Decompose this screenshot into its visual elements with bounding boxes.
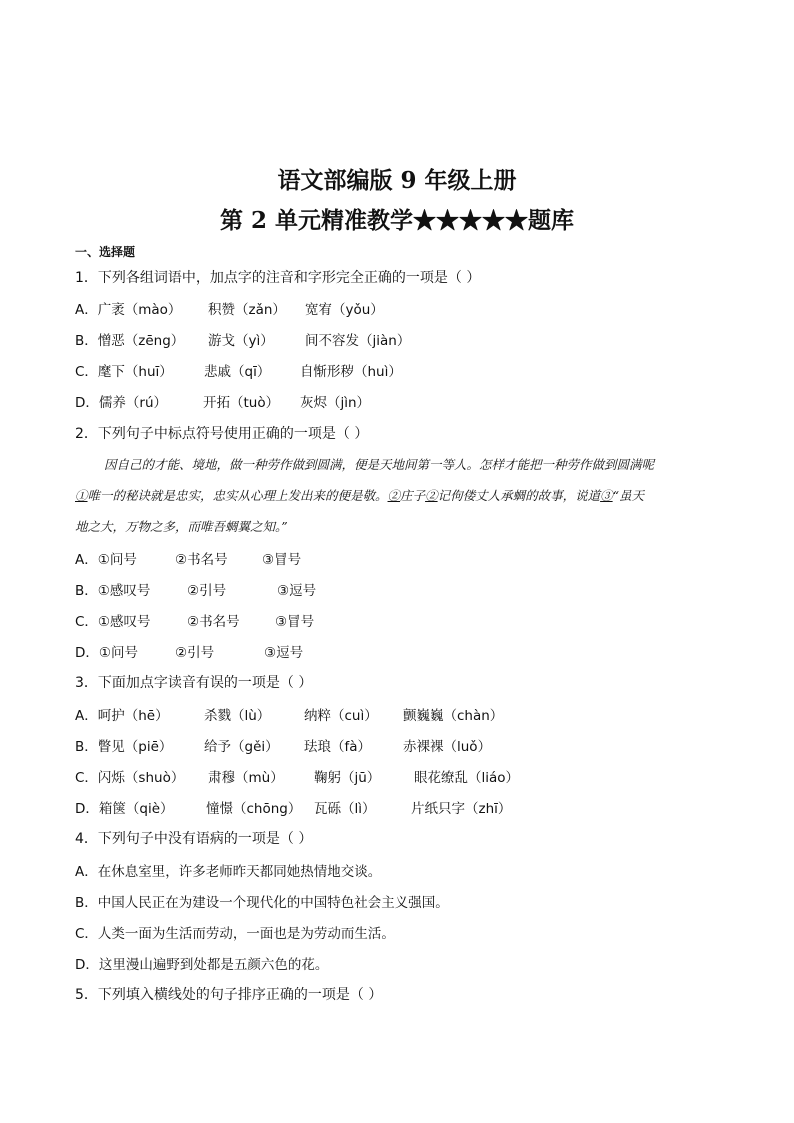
- q3-option-c-1: C．闪烁（shuò）: [75, 770, 185, 786]
- q2-option-b-2: ②引号: [187, 583, 227, 599]
- q3-option-b-1: B．瞥见（piē）: [75, 739, 173, 755]
- q1-option-d-2: 开拓（tuò）: [203, 395, 280, 411]
- blank-marker-2: ②: [387, 488, 401, 503]
- title-line-2: 第 2 单元精准教学★★★★★题库: [219, 207, 575, 234]
- question-3-stem: 3．下面加点字读音有误的一项是（ ）: [75, 675, 313, 691]
- q3-option-a-1: A．呵护（hē）: [75, 708, 169, 724]
- q2-option-b-1: B．①感叹号: [75, 583, 151, 599]
- q1-option-d-1: D．儒养（rú）: [75, 395, 168, 411]
- q4-option-b: B．中国人民正在为建设一个现代化的中国特色社会主义强国。: [75, 895, 449, 911]
- passage-line-1: 因自己的才能、境地，做一种劳作做到圆满，便是天地间第一等人。怎样才能把一种劳作做到圆满呢: [104, 457, 655, 472]
- q3-option-b-4: 赤裸裸（luǒ）: [403, 739, 492, 755]
- question-1-stem: 1．下列各组词语中，加点字的注音和字形完全正确的一项是（ ）: [75, 270, 481, 286]
- q2-option-c-3: ③冒号: [275, 614, 315, 630]
- q3-option-a-2: 杀戮（lù）: [204, 708, 271, 724]
- q3-option-c-3: 鞠躬（jū）: [314, 770, 381, 786]
- q2-option-c-2: ②书名号: [187, 614, 240, 630]
- q4-option-a: A．在休息室里，许多老师昨天都同她热情地交谈。: [75, 864, 382, 880]
- q1-option-a-1: A．广袤（mào）: [75, 302, 182, 318]
- q1-option-a-2: 积赞（zǎn）: [208, 302, 286, 318]
- question-2-stem: 2．下列句子中标点符号使用正确的一项是（ ）: [75, 426, 369, 442]
- q3-option-b-3: 珐琅（fà）: [304, 739, 372, 755]
- q1-option-b-2: 游戈（yì）: [208, 333, 274, 349]
- q2-option-d-1: D．①问号: [75, 645, 138, 661]
- q1-option-d-3: 灰烬（jìn）: [300, 395, 371, 411]
- q1-option-b-3: 间不容发（jiàn）: [305, 333, 411, 349]
- blank-marker-2b: ②: [425, 488, 438, 503]
- q3-option-a-3: 纳粹（cuì）: [304, 708, 378, 724]
- passage-text: 唯一的秘诀就是忠实，忠实从心理上发出来的便是敬。: [87, 488, 388, 503]
- q1-option-b-1: B．憎恶（zēng）: [75, 333, 185, 349]
- q3-option-d-2: 憧憬（chōng）: [206, 801, 302, 817]
- q2-option-a-3: ③冒号: [262, 552, 302, 568]
- question-4-stem: 4．下列句子中没有语病的一项是（ ）: [75, 831, 313, 847]
- q1-option-c-1: C．麾下（huī）: [75, 364, 173, 380]
- q3-option-c-2: 肃穆（mù）: [208, 770, 284, 786]
- q3-option-d-3: 瓦砾（lì）: [314, 801, 376, 817]
- q3-option-a-4: 颤巍巍（chàn）: [403, 708, 504, 724]
- section-heading: 一、选择题: [75, 245, 136, 259]
- q2-option-a-1: A．①问号: [75, 552, 137, 568]
- q1-option-a-3: 宽宥（yǒu）: [305, 302, 384, 318]
- q1-option-c-3: 自惭形秽（huì）: [300, 364, 402, 380]
- q2-option-d-2: ②引号: [175, 645, 215, 661]
- blank-marker-1: ①: [75, 488, 88, 503]
- q4-option-c: C．人类一面为生活而劳动，一面也是为劳动而生活。: [75, 926, 395, 942]
- blank-marker-3: ③: [600, 488, 613, 503]
- question-5-stem: 5．下列填入横线处的句子排序正确的一项是（ ）: [75, 987, 383, 1003]
- q3-option-d-4: 片纸只字（zhī）: [411, 801, 512, 817]
- q1-option-c-2: 悲戚（qī）: [204, 364, 271, 380]
- q3-option-c-4: 眼花缭乱（liáo）: [414, 770, 520, 786]
- passage-line-2: [75, 486, 644, 504]
- passage-text: “虽天: [612, 488, 644, 503]
- passage-line-3: 地之大，万物之多，而唯吾蜩翼之知。”: [75, 519, 288, 534]
- passage-text: 庄子: [400, 488, 426, 503]
- passage-text: 记佝偻丈人承蜩的故事，说道: [437, 488, 601, 503]
- q3-option-b-2: 给予（gěi）: [204, 739, 279, 755]
- q3-option-d-1: D．箱箧（qiè）: [75, 801, 174, 817]
- q2-option-a-2: ②书名号: [175, 552, 228, 568]
- q4-option-d: D．这里漫山遍野到处都是五颜六色的花。: [75, 957, 329, 973]
- q2-option-d-3: ③逗号: [264, 645, 304, 661]
- q2-option-c-1: C．①感叹号: [75, 614, 151, 630]
- q2-option-b-3: ③逗号: [277, 583, 317, 599]
- title-line-1: 语文部编版 9 年级上册: [277, 167, 517, 194]
